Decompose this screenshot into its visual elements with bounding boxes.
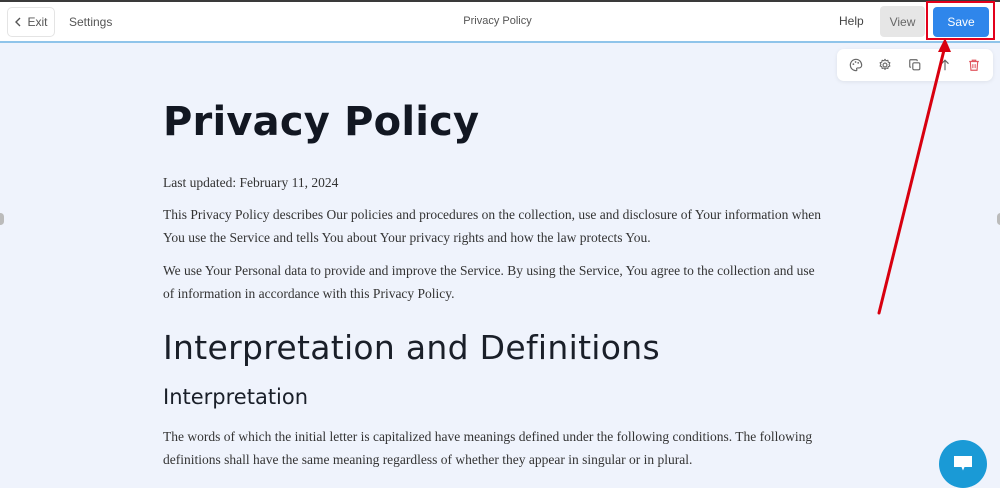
last-updated-text: Last updated: February 11, 2024 <box>163 175 339 190</box>
duplicate-icon[interactable] <box>907 57 923 73</box>
chat-widget-button[interactable] <box>939 440 987 488</box>
editor-topbar <box>0 2 1000 43</box>
document-content <box>163 96 823 471</box>
palette-icon[interactable] <box>848 57 864 73</box>
document-title: Privacy Policy <box>163 99 480 145</box>
view-button[interactable]: View <box>880 6 925 37</box>
section-heading: Interpretation and Definitions <box>163 328 660 367</box>
subsection-heading: Interpretation <box>163 385 309 409</box>
page-title: Privacy Policy <box>463 15 532 27</box>
intro-paragraph-2: We use Your Personal data to provide and improve the Service. By using the Service, You agree to the collection and use of information in accordance with this Privacy Policy. <box>163 263 815 301</box>
intro-paragraph-1: This Privacy Policy describes Our policies and procedures on the collection, use and disclosure of Your information when You use the Service and tells You about Your privacy rights and how the law protects You. <box>163 207 821 245</box>
block-toolbar <box>837 49 993 81</box>
settings-link[interactable]: Settings <box>69 15 113 29</box>
trash-icon[interactable] <box>966 57 982 73</box>
left-resize-handle[interactable] <box>0 213 4 225</box>
save-button[interactable]: Save <box>933 7 989 37</box>
help-link[interactable]: Help <box>839 14 864 28</box>
gear-icon[interactable] <box>877 57 893 73</box>
chat-icon <box>952 454 974 474</box>
interpretation-paragraph: The words of which the initial letter is capitalized have meanings defined under the following conditions. The following definitions shall have the same meaning regardless of whether they appear in singular or in plural. <box>163 429 813 467</box>
move-up-icon[interactable] <box>937 57 953 73</box>
exit-label: Exit <box>27 15 48 29</box>
